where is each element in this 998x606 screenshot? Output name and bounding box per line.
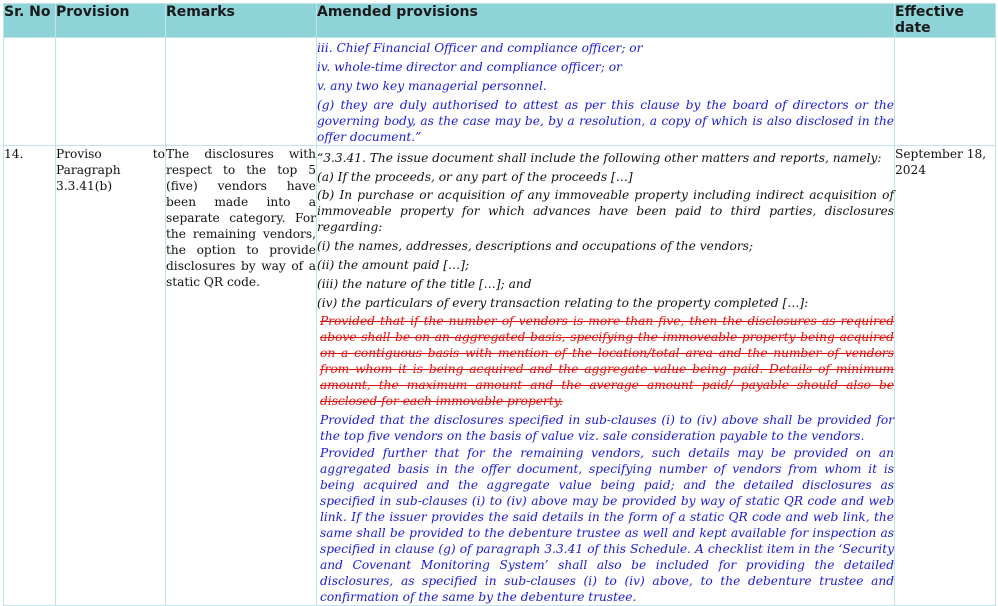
new-proviso-remaining-vendors: Provided further that for the remaining vendors, such details may be provided on an aggregated basis in the offer document, specifying number of vendors from whom it is being acquired and the aggregate value being paid; and the detailed disclosures as specified in sub-clauses (i) to (iv) above may be provided by way of static QR code and web link. If the issuer provides the said details in the form of a static QR code and web link, the same shall be provided to the debenture trustee as well and kept available for inspection as specified in clause (g) of paragraph 3.3.41 of this Schedule. A checklist item in the ‘Security and Covenant Monitoring System’ shall also be included for providing the detailed disclosures, as specified in sub-clauses (i) to (iv) above, to the debenture trustee and confirmation of the same by the debenture trustee. bbox=[320, 446, 894, 604]
clause-item-b: (b) In purchase or acquisition of any immoveable property including indirect acquisition of immoveable property for which advances have been paid to third parties, disclosures regarding: bbox=[317, 188, 894, 234]
sub-clause-iv: (iv) the particulars of every transaction relating to the property completed […]: bbox=[317, 296, 809, 310]
cell-remarks bbox=[166, 38, 317, 146]
cell-provision bbox=[56, 38, 166, 146]
header-amended-provisions: Amended provisions bbox=[317, 4, 895, 38]
cell-amended-continuation bbox=[317, 38, 895, 146]
table-row-14 bbox=[4, 146, 996, 606]
clause-line-iii: iii. Chief Financial Officer and compliance officer; or bbox=[317, 41, 643, 55]
sub-clause-i: (i) the names, addresses, descriptions and occupations of the vendors; bbox=[317, 239, 754, 253]
provisions-table bbox=[3, 3, 996, 606]
cell-remarks: The disclosures with respect to the top 5 (five) vendors have been made into a separate category. For the remaining vendors, the option to provide disclosures by way of a static QR code. bbox=[166, 146, 317, 606]
cell-effective-date bbox=[895, 38, 996, 146]
header-remarks: Remarks bbox=[166, 4, 317, 38]
clause-item-a: (a) If the proceeds, or any part of the proceeds […] bbox=[317, 170, 633, 184]
header-effective-date: Effective date bbox=[895, 4, 996, 38]
new-proviso-top-five: Provided that the disclosures specified in sub-clauses (i) to (iv) above shall be provided for the top five vendors on the basis of value viz. sale consideration payable to the vendors. bbox=[320, 413, 894, 443]
header-provision: Provision bbox=[56, 4, 166, 38]
cell-amended-provisions bbox=[317, 146, 895, 606]
sub-clause-ii: (ii) the amount paid […]; bbox=[317, 258, 470, 272]
clause-line-v: v. any two key managerial personnel. bbox=[317, 79, 547, 93]
clause-intro: “3.3.41. The issue document shall include the following other matters and reports, namely: bbox=[317, 151, 882, 165]
clause-line-iv: iv. whole-time director and compliance officer; or bbox=[317, 60, 622, 74]
clause-g: (g) they are duly authorised to attest as per this clause by the board of directors or the governing body, as the case may be, by a resolution, a copy of which is also disclosed in the offer document.” bbox=[317, 98, 894, 144]
sub-clause-iii: (iii) the nature of the title […]; and bbox=[317, 277, 532, 291]
cell-sr-no: 14. bbox=[4, 146, 56, 606]
table-row-continuation bbox=[4, 38, 996, 146]
header-row bbox=[4, 4, 996, 38]
cell-effective-date: September 18, 2024 bbox=[895, 146, 996, 606]
deleted-proviso: Provided that if the number of vendors is more than five, then the disclosures as required above shall be on an aggregated basis, specifying the immoveable property being acquired on a contiguous basis with mention of the location/total area and the number of vendors from whom it is being acquired and the aggregate value being paid. Details of minimum amount, the maximum amount and the average amount paid/ payable should also be disclosed for each immovable property. bbox=[320, 314, 894, 408]
cell-sr-no bbox=[4, 38, 56, 146]
cell-provision: Proviso to Paragraph 3.3.41(b) bbox=[56, 146, 166, 606]
header-sr-no: Sr. No bbox=[4, 4, 56, 38]
